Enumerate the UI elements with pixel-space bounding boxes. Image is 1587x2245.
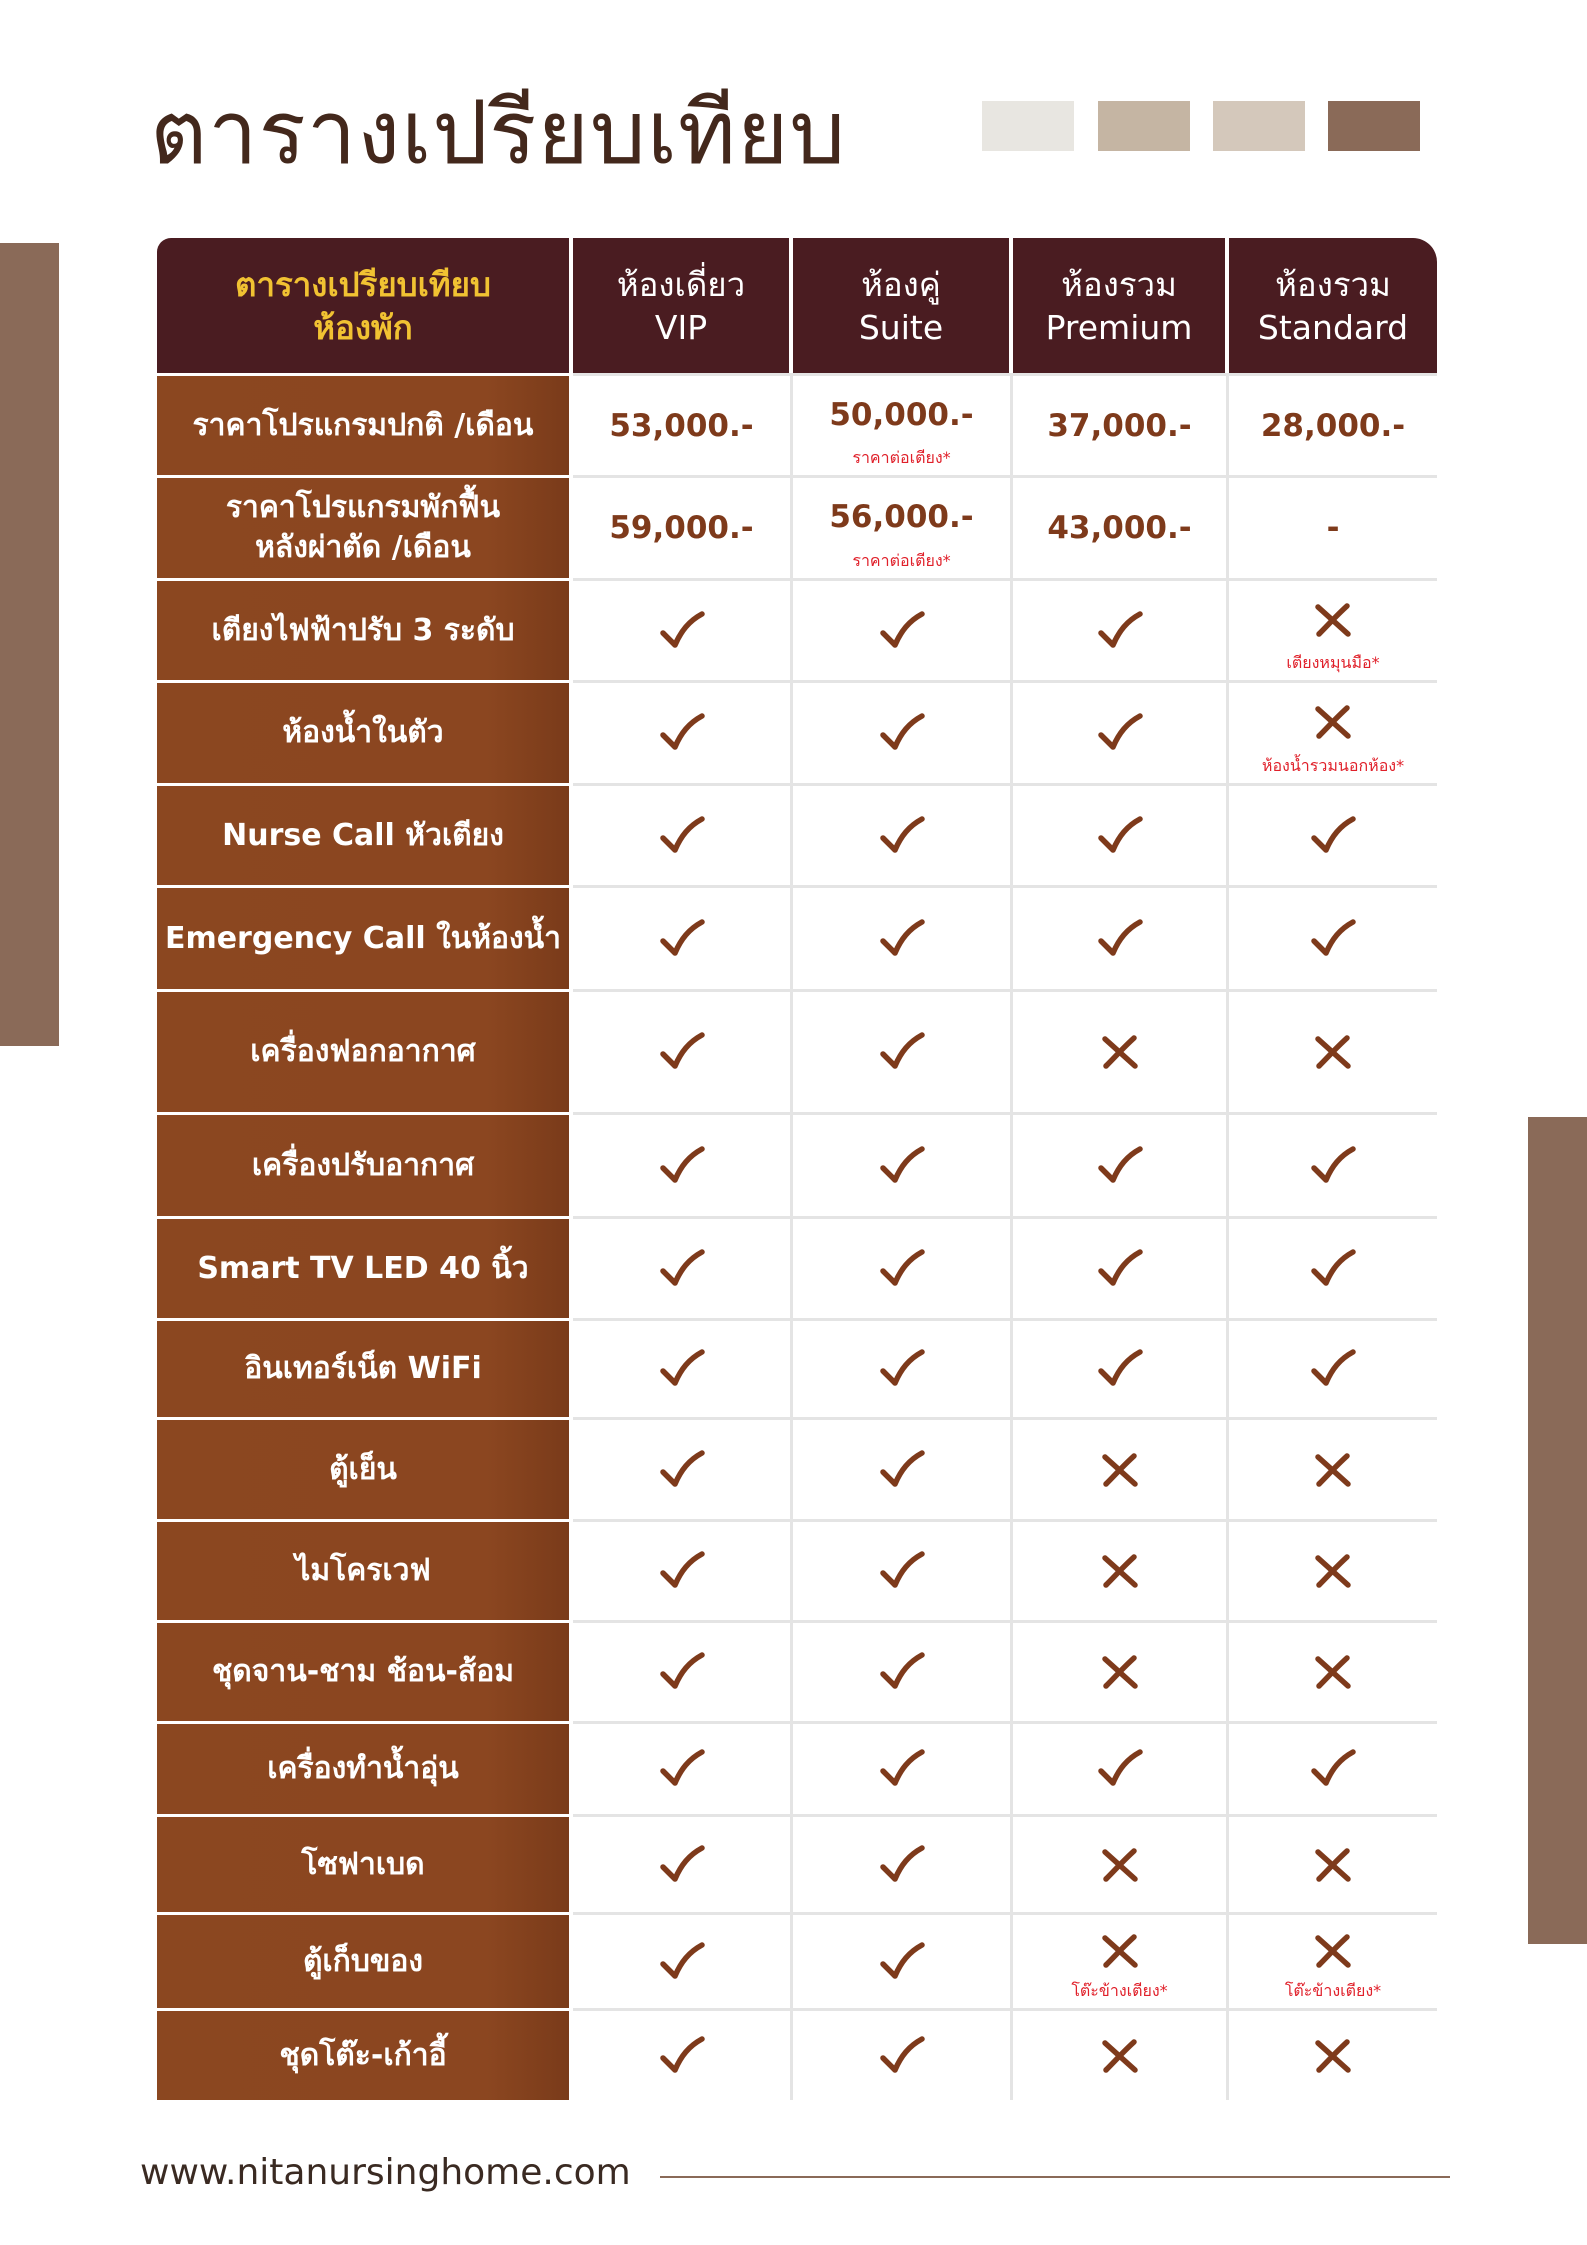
header-col-line: Suite xyxy=(858,307,944,347)
table-cell xyxy=(573,1112,793,1216)
table-row xyxy=(157,1912,1437,2008)
table-cell xyxy=(1229,989,1437,1112)
table-cell xyxy=(573,1519,793,1620)
check-icon xyxy=(879,816,925,856)
row-label xyxy=(157,1721,573,1814)
table-cell xyxy=(1013,475,1229,578)
cell-note: ห้องน้ำรวมนอกห้อง* xyxy=(1261,756,1405,775)
table-cell xyxy=(573,885,793,989)
decor-bar-right xyxy=(1528,1117,1587,1944)
check-icon xyxy=(879,919,925,959)
row-label xyxy=(157,1216,573,1318)
table-cell xyxy=(793,1620,1013,1721)
table-cell xyxy=(573,1814,793,1912)
row-label-line: ชุดโต๊ะ-เก้าอี้ xyxy=(279,2037,447,2073)
check-icon xyxy=(1310,1349,1356,1389)
comparison-table xyxy=(157,238,1437,2100)
row-label-line: ราคาโปรแกรมพักฟื้น xyxy=(225,490,501,525)
footer-url[interactable]: www.nitanursinghome.com xyxy=(140,2152,631,2193)
table-cell xyxy=(573,475,793,578)
cross-icon xyxy=(1313,1452,1353,1488)
cell-note: ราคาต่อเตียง* xyxy=(852,448,951,467)
table-cell xyxy=(573,373,793,475)
check-icon xyxy=(1097,1249,1143,1289)
check-icon xyxy=(879,1032,925,1072)
cross-icon xyxy=(1100,2038,1140,2074)
row-label-line: ห้องน้ำในตัว xyxy=(282,715,444,750)
table-row xyxy=(157,1814,1437,1912)
table-row xyxy=(157,1417,1437,1519)
check-icon xyxy=(659,1749,705,1789)
row-label xyxy=(157,885,573,989)
table-row xyxy=(157,1318,1437,1417)
row-label-line: ตู้เย็น xyxy=(329,1451,397,1487)
row-label-line: ชุดจาน-ชาม ช้อน-ส้อม xyxy=(211,1654,515,1689)
price-value: 37,000.- xyxy=(1047,407,1192,444)
table-cell xyxy=(1229,783,1437,885)
check-icon xyxy=(1097,1349,1143,1389)
table-cell xyxy=(1229,1112,1437,1216)
header-label-line: ห้องพัก xyxy=(313,307,413,347)
check-icon xyxy=(879,2036,925,2076)
row-label xyxy=(157,989,573,1112)
table-cell xyxy=(1013,885,1229,989)
table-row xyxy=(157,578,1437,680)
check-icon xyxy=(659,713,705,753)
row-label-line: เครื่องปรับอากาศ xyxy=(251,1147,475,1183)
cross-icon xyxy=(1313,704,1353,740)
row-label xyxy=(157,783,573,885)
row-label-text xyxy=(226,488,500,568)
decor-bar-left xyxy=(0,243,59,1046)
price-value: 53,000.- xyxy=(609,407,754,444)
row-label xyxy=(157,1318,573,1417)
table-cell xyxy=(793,783,1013,885)
table-cell xyxy=(1229,1912,1437,2008)
table-cell xyxy=(1229,1318,1437,1417)
table-cell xyxy=(573,1912,793,2008)
table-cell xyxy=(573,578,793,680)
header-col-line: VIP xyxy=(654,307,708,347)
cross-icon xyxy=(1313,1933,1353,1969)
table-cell xyxy=(1013,1112,1229,1216)
table-cell xyxy=(573,1620,793,1721)
check-icon xyxy=(879,1845,925,1885)
table-row xyxy=(157,680,1437,783)
check-icon xyxy=(879,1749,925,1789)
row-label xyxy=(157,2008,573,2100)
cross-icon xyxy=(1100,1553,1140,1589)
table-cell xyxy=(1013,1318,1229,1417)
header-col-vip xyxy=(573,238,793,373)
row-label xyxy=(157,373,573,475)
table-cell xyxy=(1229,680,1437,783)
header-col-line: Premium xyxy=(1045,307,1193,347)
table-row xyxy=(157,1519,1437,1620)
row-label xyxy=(157,1417,573,1519)
row-label-text xyxy=(244,1349,482,1389)
check-icon xyxy=(879,1652,925,1692)
table-row xyxy=(157,1112,1437,1216)
table-cell xyxy=(793,578,1013,680)
page-title: ตารางเปรียบเทียบ xyxy=(150,81,847,184)
check-icon xyxy=(879,1146,925,1186)
row-label-text xyxy=(267,1749,459,1789)
header-label-line: ตารางเปรียบเทียบ xyxy=(235,264,491,304)
cross-icon xyxy=(1313,1553,1353,1589)
cell-note: โต๊ะข้างเตียง* xyxy=(1071,1981,1168,2000)
row-label-line: Smart TV LED 40 นิ้ว xyxy=(197,1250,529,1286)
table-cell xyxy=(1229,373,1437,475)
check-icon xyxy=(1097,1146,1143,1186)
cross-icon xyxy=(1313,2038,1353,2074)
row-label-line: ราคาโปรแกรมปกติ /เดือน xyxy=(192,407,534,443)
row-label-line: Emergency Call ในห้องน้ำ xyxy=(164,920,562,956)
footer-divider xyxy=(660,2176,1450,2178)
table-cell xyxy=(573,1721,793,1814)
check-icon xyxy=(879,1551,925,1591)
row-label-line: เตียงไฟฟ้าปรับ 3 ระดับ xyxy=(211,612,515,648)
price-value: - xyxy=(1326,510,1340,546)
table-cell xyxy=(1229,1721,1437,1814)
table-cell xyxy=(793,1814,1013,1912)
check-icon xyxy=(659,816,705,856)
table-cell xyxy=(1013,680,1229,783)
row-label xyxy=(157,1814,573,1912)
header-col-line: ห้องคู่ xyxy=(861,264,941,304)
table-cell xyxy=(1229,885,1437,989)
table-row xyxy=(157,1721,1437,1814)
table-row xyxy=(157,2008,1437,2100)
table-cell xyxy=(793,1721,1013,1814)
table-cell xyxy=(1013,1216,1229,1318)
header-col-premium xyxy=(1013,238,1229,373)
cross-icon xyxy=(1100,1034,1140,1070)
row-label-text xyxy=(212,1652,514,1692)
check-icon xyxy=(1097,1749,1143,1789)
price-value: 43,000.- xyxy=(1047,510,1192,546)
table-cell xyxy=(793,1519,1013,1620)
check-icon xyxy=(879,1349,925,1389)
check-icon xyxy=(659,919,705,959)
check-icon xyxy=(1097,919,1143,959)
check-icon xyxy=(1310,1249,1356,1289)
check-icon xyxy=(1097,816,1143,856)
cell-note: โต๊ะข้างเตียง* xyxy=(1284,1981,1382,2000)
swatch-2 xyxy=(1098,101,1190,151)
check-icon xyxy=(659,2036,705,2076)
header-col-standard xyxy=(1229,238,1437,373)
cross-icon xyxy=(1100,1933,1140,1969)
check-icon xyxy=(659,1551,705,1591)
check-icon xyxy=(659,1450,705,1490)
table-cell xyxy=(1013,2008,1229,2100)
table-cell xyxy=(1013,1721,1229,1814)
check-icon xyxy=(659,1942,705,1982)
row-label-text xyxy=(329,1450,397,1490)
row-label xyxy=(157,475,573,578)
table-cell xyxy=(1229,1519,1437,1620)
cell-note: ราคาต่อเตียง* xyxy=(852,551,951,570)
row-label-text xyxy=(197,1249,528,1289)
table-cell xyxy=(1229,1417,1437,1519)
cross-icon xyxy=(1313,1847,1353,1883)
header-col-line: ห้องเดี่ยว xyxy=(616,264,746,304)
header-label-cell xyxy=(157,238,573,373)
table-cell xyxy=(1013,1912,1229,2008)
cell-note: เตียงหมุนมือ* xyxy=(1286,653,1380,672)
table-cell xyxy=(573,989,793,1112)
table-cell xyxy=(793,1318,1013,1417)
row-label-text xyxy=(211,611,514,651)
row-label-text xyxy=(282,713,443,753)
table-row xyxy=(157,1216,1437,1318)
table-cell xyxy=(793,989,1013,1112)
table-cell xyxy=(793,885,1013,989)
table-row xyxy=(157,1620,1437,1721)
table-cell xyxy=(1013,1417,1229,1519)
table-cell xyxy=(1013,1620,1229,1721)
table-cell xyxy=(573,2008,793,2100)
table-row xyxy=(157,475,1437,578)
table-cell xyxy=(573,1318,793,1417)
price-value: 56,000.- xyxy=(829,499,974,535)
table-cell xyxy=(1013,578,1229,680)
table-row xyxy=(157,885,1437,989)
row-label-text xyxy=(303,1942,423,1982)
row-label-line: ไมโครเวฟ xyxy=(295,1553,431,1588)
row-label-text xyxy=(279,2036,446,2076)
check-icon xyxy=(1097,611,1143,651)
row-label-text xyxy=(193,406,534,446)
table-cell xyxy=(1013,1519,1229,1620)
table-header xyxy=(157,238,1437,373)
check-icon xyxy=(1310,816,1356,856)
row-label xyxy=(157,1112,573,1216)
swatch-4 xyxy=(1328,101,1420,151)
row-label-line: อินเทอร์เน็ต WiFi xyxy=(244,1351,482,1386)
table-cell xyxy=(1013,989,1229,1112)
table-cell xyxy=(1229,1620,1437,1721)
row-label-line: เครื่องทำน้ำอุ่น xyxy=(267,1751,459,1786)
row-label-line: เครื่องฟอกอากาศ xyxy=(250,1034,476,1069)
check-icon xyxy=(1310,1749,1356,1789)
row-label xyxy=(157,680,573,783)
check-icon xyxy=(879,1450,925,1490)
table-cell xyxy=(1229,578,1437,680)
check-icon xyxy=(1310,919,1356,959)
table-cell xyxy=(793,2008,1013,2100)
table-cell xyxy=(793,1912,1013,2008)
row-label-text xyxy=(165,919,561,959)
table-cell xyxy=(1013,1814,1229,1912)
row-label-text xyxy=(222,816,504,856)
price-value: 59,000.- xyxy=(609,510,754,546)
swatch-1 xyxy=(982,101,1074,151)
check-icon xyxy=(659,611,705,651)
table-cell xyxy=(793,1417,1013,1519)
cross-icon xyxy=(1313,602,1353,638)
row-label xyxy=(157,1519,573,1620)
check-icon xyxy=(879,611,925,651)
row-label-text xyxy=(295,1551,431,1591)
table-cell xyxy=(1013,373,1229,475)
check-icon xyxy=(879,713,925,753)
check-icon xyxy=(1310,1146,1356,1186)
cross-icon xyxy=(1100,1452,1140,1488)
row-label-line: โซฟาเบด xyxy=(301,1846,425,1882)
header-col-suite xyxy=(793,238,1013,373)
table-cell xyxy=(793,475,1013,578)
cross-icon xyxy=(1100,1654,1140,1690)
table-row xyxy=(157,373,1437,475)
row-label-text xyxy=(252,1146,474,1186)
table-cell xyxy=(793,1112,1013,1216)
cross-icon xyxy=(1100,1847,1140,1883)
check-icon xyxy=(879,1249,925,1289)
check-icon xyxy=(659,1249,705,1289)
row-label-line: หลังผ่าตัด /เดือน xyxy=(255,530,471,565)
row-label xyxy=(157,578,573,680)
table-cell xyxy=(793,680,1013,783)
row-label xyxy=(157,1620,573,1721)
table-cell xyxy=(573,680,793,783)
cross-icon xyxy=(1313,1034,1353,1070)
table-cell xyxy=(1229,2008,1437,2100)
table-cell xyxy=(1229,1216,1437,1318)
table-cell xyxy=(1013,783,1229,885)
check-icon xyxy=(1097,713,1143,753)
row-label xyxy=(157,1912,573,2008)
table-cell xyxy=(573,1216,793,1318)
table-cell xyxy=(793,373,1013,475)
header-col-line: ห้องรวม xyxy=(1061,264,1177,304)
row-label-line: Nurse Call หัวเตียง xyxy=(222,817,504,853)
table-row xyxy=(157,783,1437,885)
check-icon xyxy=(659,1032,705,1072)
row-label-line: ตู้เก็บของ xyxy=(302,1943,424,1979)
table-body xyxy=(157,373,1437,2100)
cross-icon xyxy=(1313,1654,1353,1690)
check-icon xyxy=(659,1349,705,1389)
table-cell xyxy=(573,1417,793,1519)
check-icon xyxy=(879,1942,925,1982)
header-col-line: Standard xyxy=(1257,307,1409,347)
check-icon xyxy=(659,1845,705,1885)
header-col-line: ห้องรวม xyxy=(1275,264,1391,304)
swatch-3 xyxy=(1213,101,1305,151)
table-cell xyxy=(573,783,793,885)
price-value: 28,000.- xyxy=(1260,407,1406,444)
table-cell xyxy=(1229,475,1437,578)
check-icon xyxy=(659,1146,705,1186)
check-icon xyxy=(659,1652,705,1692)
table-cell xyxy=(793,1216,1013,1318)
table-row xyxy=(157,989,1437,1112)
price-value: 50,000.- xyxy=(829,396,974,433)
table-cell xyxy=(1229,1814,1437,1912)
row-label-text xyxy=(301,1845,424,1885)
row-label-text xyxy=(250,1032,475,1072)
